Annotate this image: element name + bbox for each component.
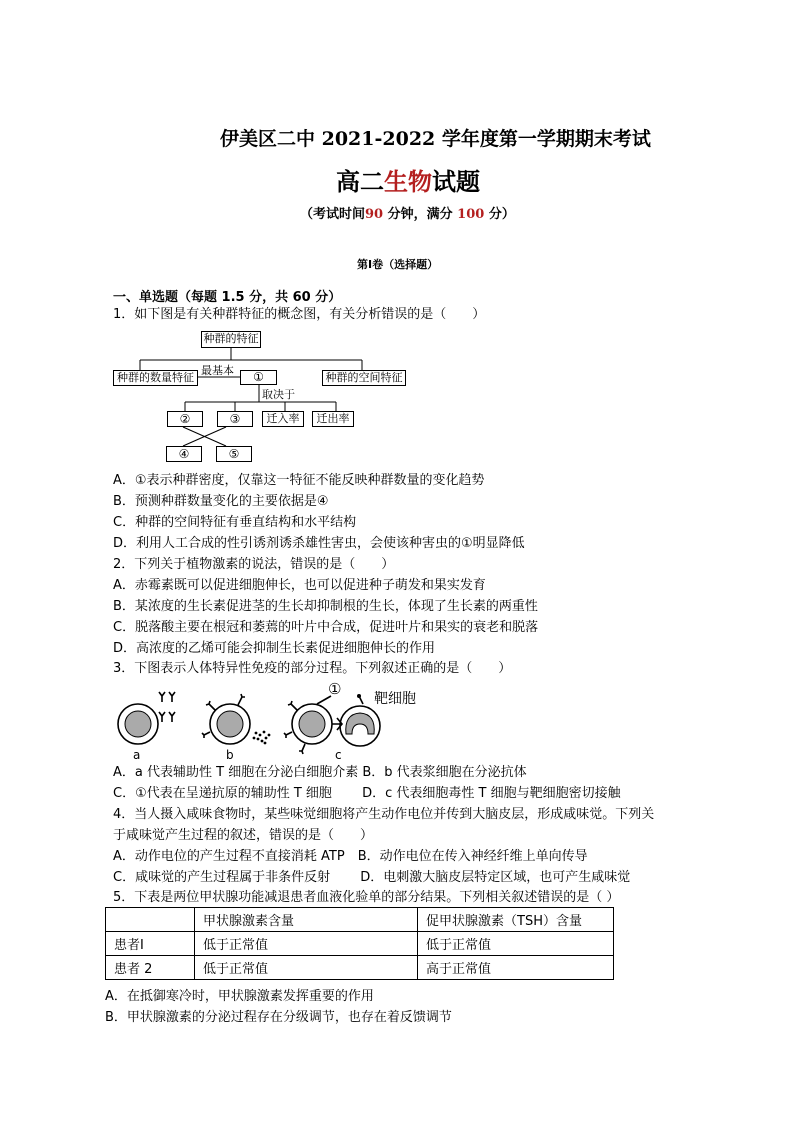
- table-header-cell: 甲状腺激素含量: [195, 908, 418, 932]
- question-5-option-a: A．在抵御寒冷时，甲状腺激素发挥重要的作用: [105, 989, 374, 1004]
- question-1-option-a: A．①表示种群密度，仅靠这一特征不能反映种群数量的变化趋势: [113, 473, 485, 488]
- box-3: ③: [217, 411, 253, 427]
- table-cell: 高于正常值: [418, 956, 614, 980]
- box-2: ②: [167, 411, 203, 427]
- label-depends-on: 取决于: [262, 388, 295, 401]
- question-2-option-c: C．脱落酸主要在根冠和萎蔫的叶片中合成，促进叶片和果实的衰老和脱落: [113, 620, 539, 635]
- box-4: ④: [166, 446, 202, 462]
- question-1-option-b: B．预测种群数量变化的主要依据是④: [113, 494, 329, 509]
- section-title: 一、单选题（每题 1.5 分，共 60 分）: [113, 290, 342, 305]
- figure-label-1: ①: [328, 680, 342, 698]
- question-2-stem: 2．下列关于植物激素的说法，错误的是（ ）: [113, 557, 395, 572]
- figure-label-a: a: [133, 748, 141, 762]
- question-2-option-d: D．高浓度的乙烯可能会抑制生长素促进细胞伸长的作用: [113, 641, 436, 656]
- title-subject: 生物: [384, 167, 432, 196]
- table-header-cell: 促甲状腺激素（TSH）含量: [418, 908, 614, 932]
- question-5-stem: 5．下表是两位甲状腺功能减退患者血液化验单的部分结果。下列相关叙述错误的是（ ）: [113, 890, 620, 905]
- question-1-stem: 1．如下图是有关种群特征的概念图，有关分析错误的是（ ）: [113, 307, 486, 322]
- diagram-lines: [0, 0, 794, 470]
- title-suffix: 试题: [432, 167, 480, 196]
- table-cell: 患者 2: [106, 956, 195, 980]
- figure-label-target-cell: 靶细胞: [374, 691, 416, 707]
- box-1: ①: [240, 370, 277, 385]
- question-4-stem-line1: 4．当人摄入咸味食物时，某些味觉细胞将产生动作电位并传到大脑皮层，形成咸味觉。下列关: [113, 807, 655, 822]
- question-2-option-b: B．某浓度的生长素促进茎的生长却抑制根的生长，体现了生长素的两重性: [113, 599, 538, 614]
- title-grade: 高二: [336, 167, 384, 196]
- question-3-option-cd: C．①代表在呈递抗原的辅助性 T 细胞 D．c 代表细胞毒性 T 细胞与靶细胞密切接触: [113, 786, 621, 801]
- label-most-basic: 最基本: [201, 364, 234, 377]
- table-row: [106, 932, 614, 956]
- table-header-cell: [106, 908, 195, 932]
- question-5-option-b: B．甲状腺激素的分泌过程存在分级调节，也存在着反馈调节: [105, 1010, 452, 1025]
- box-population-features: 种群的特征: [201, 331, 261, 348]
- question-4-option-cd: C．咸味觉的产生过程属于非条件反射 D．电刺激大脑皮层特定区域，也可产生咸味觉: [113, 870, 631, 885]
- question-1-option-d: D．利用人工合成的性引诱剂诱杀雄性害虫，会使该种害虫的①明显降低: [113, 536, 525, 551]
- exam-time: 90: [365, 207, 384, 222]
- figure-label-c: c: [335, 748, 342, 762]
- blood-test-table: [105, 907, 614, 980]
- exam-score: 100: [457, 207, 485, 222]
- box-quantity-features: 种群的数量特征: [113, 370, 198, 386]
- question-3-option-ab: A．a 代表辅助性 T 细胞在分泌白细胞介素 B．b 代表浆细胞在分泌抗体: [113, 765, 527, 780]
- table-cell: 低于正常值: [195, 932, 418, 956]
- table-cell: 低于正常值: [195, 956, 418, 980]
- exam-title-line1: 伊美区二中 2021-2022 学年度第一学期期末考试: [220, 128, 651, 150]
- box-immigration-rate: 迁入率: [262, 411, 304, 427]
- question-2-option-a: A．赤霉素既可以促进细胞伸长，也可以促进种子萌发和果实发育: [113, 578, 486, 593]
- subtitle-part: 分）: [484, 207, 515, 222]
- question-4-stem-line2: 于咸味觉产生过程的叙述，错误的是（ ）: [113, 828, 374, 843]
- table-cell: 患者Ⅰ: [106, 932, 195, 956]
- question-1-option-c: C．种群的空间特征有垂直结构和水平结构: [113, 515, 357, 530]
- table-header-row: [106, 908, 614, 932]
- table-row: [106, 956, 614, 980]
- question-4-option-ab: A．动作电位的产生过程不直接消耗 ATP B．动作电位在传入神经纤维上单向传导: [113, 849, 588, 864]
- subtitle-part: （考试时间: [300, 207, 366, 222]
- box-spatial-features: 种群的空间特征: [322, 370, 406, 386]
- box-emigration-rate: 迁出率: [312, 411, 354, 427]
- question-3-stem: 3．下图表示人体特异性免疫的部分过程。下列叙述正确的是（ ）: [113, 661, 512, 676]
- table-cell: 低于正常值: [418, 932, 614, 956]
- box-5: ⑤: [216, 446, 252, 462]
- figure-label-b: b: [226, 748, 234, 762]
- subtitle-part: 分钟，满分: [383, 207, 458, 222]
- part-title: 第Ⅰ卷（选择题）: [357, 258, 439, 271]
